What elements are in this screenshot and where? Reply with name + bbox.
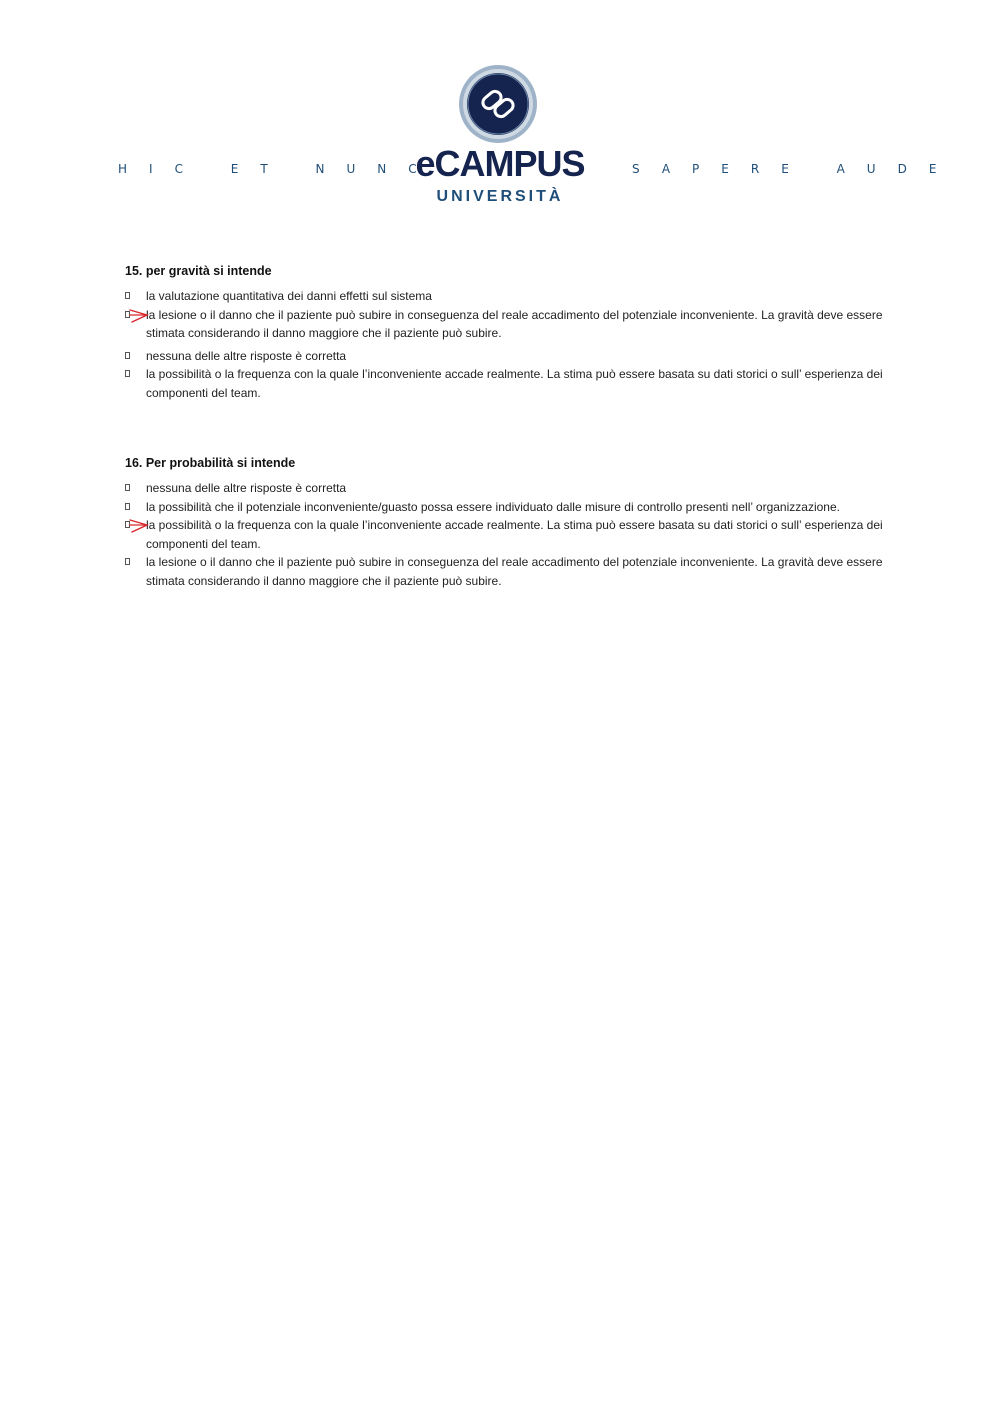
answer-text: la possibilità che il potenziale inconveniente/guasto possa essere individuato dalle misure di controllo presenti nell’ organizzazione. bbox=[146, 499, 840, 514]
answer-option[interactable] bbox=[125, 553, 885, 590]
brand-subtitle: UNIVERSITÀ bbox=[436, 188, 564, 205]
answer-list bbox=[125, 479, 885, 590]
answer-text: la lesione o il danno che il paziente può subire in conseguenza del reale accadimento del potenziale inconveniente. La gravità deve essere stimata considerando il danno maggiore che il paziente può subire. bbox=[146, 555, 883, 588]
checkbox-icon[interactable] bbox=[125, 370, 130, 377]
answer-option[interactable] bbox=[125, 498, 885, 517]
answer-text: nessuna delle altre risposte è corretta bbox=[146, 348, 347, 363]
answer-option[interactable] bbox=[125, 516, 885, 553]
question-16 bbox=[125, 454, 885, 590]
answer-list bbox=[125, 287, 885, 402]
checkbox-icon[interactable] bbox=[125, 558, 130, 565]
motto-left: HIC ET NUNC bbox=[118, 162, 439, 176]
answer-option[interactable] bbox=[125, 306, 885, 343]
checkbox-icon[interactable] bbox=[125, 484, 130, 491]
checkmark-arrow-icon bbox=[129, 516, 151, 534]
question-title: 15. per gravità si intende bbox=[125, 264, 272, 278]
answer-option[interactable] bbox=[125, 365, 885, 402]
brand-name: eCAMPUS bbox=[415, 143, 585, 184]
checkbox-icon[interactable] bbox=[125, 292, 130, 299]
answer-option[interactable] bbox=[125, 347, 885, 366]
checkmark-arrow-icon bbox=[129, 306, 151, 324]
answer-text: la possibilità o la frequenza con la quale l’inconveniente accade realmente. La stima può essere basata su dati storici o sull’ esperienza dei componenti del team. bbox=[146, 367, 883, 400]
answer-option[interactable] bbox=[125, 287, 885, 306]
quiz-content bbox=[125, 262, 885, 642]
question-15 bbox=[125, 262, 885, 402]
answer-text: la possibilità o la frequenza con la quale l’inconveniente accade realmente. La stima può essere basata su dati storici o sull’ esperienza dei componenti del team. bbox=[146, 518, 883, 551]
answer-text: nessuna delle altre risposte è corretta bbox=[146, 481, 347, 495]
answer-text: la lesione o il danno che il paziente può subire in conseguenza del reale accadimento del potenziale inconveniente. La gravità deve essere stimata considerando il danno maggiore che il paziente può subire. bbox=[146, 307, 883, 340]
checkbox-icon[interactable] bbox=[125, 352, 130, 359]
answer-option[interactable] bbox=[125, 479, 885, 498]
university-seal-icon bbox=[458, 64, 538, 144]
page-header bbox=[0, 0, 1000, 220]
checkbox-icon[interactable] bbox=[125, 503, 130, 510]
answer-text: la valutazione quantitativa dei danni effetti sul sistema bbox=[146, 289, 432, 303]
motto-right: SAPERE AUDE bbox=[632, 162, 959, 176]
ecampus-logo bbox=[400, 60, 600, 210]
question-title: 16. Per probabilità si intende bbox=[125, 456, 296, 470]
